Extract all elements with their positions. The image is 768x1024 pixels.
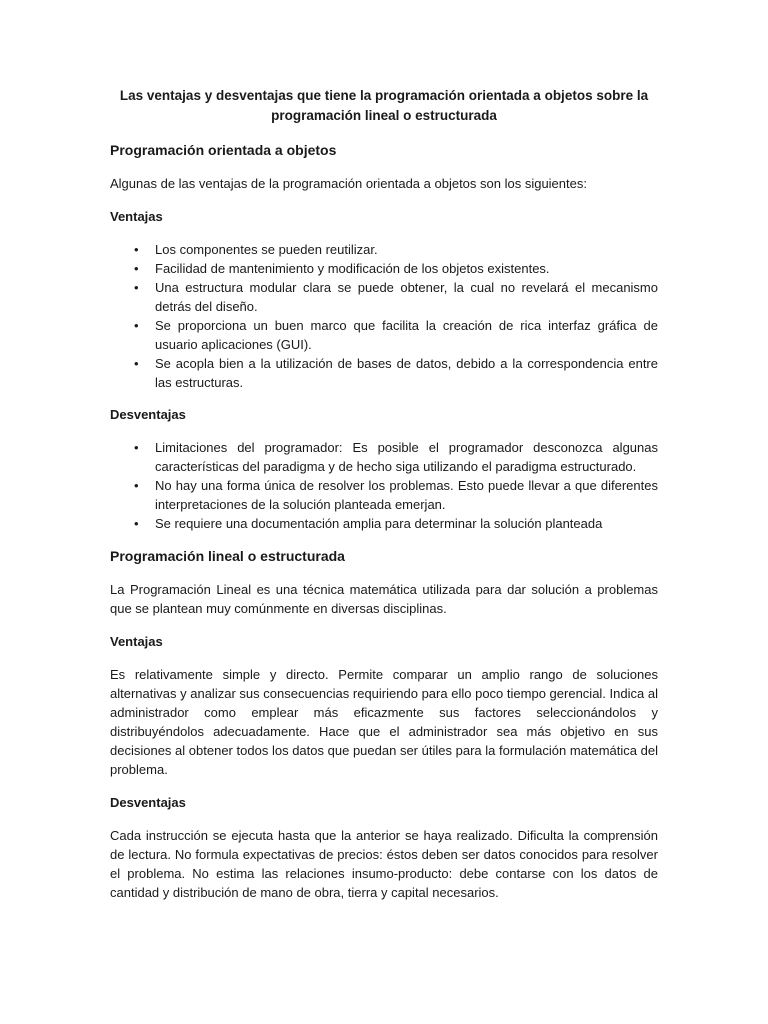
bullet-icon: •	[134, 318, 139, 333]
bullet-icon: •	[134, 356, 139, 371]
subheading-desventajas-poo: Desventajas	[110, 407, 186, 422]
ventajas-paragraph-lineal: Es relativamente simple y directo. Permite comparar un amplio rango de soluciones alternativas y analizar sus consecuencias requiriendo para ello poco tiempo gerencial. Indica al administrador como emplear más eficazmente sus factores seleccionándolos y distribuyéndolos adecuadamente. Hace que el administrador sea más objetivo en sus decisiones al obtener todos los datos que puedan ser útiles para la formulación matemática del problema.	[110, 667, 658, 777]
bullet-icon: •	[134, 478, 139, 493]
section-intro-poo: Algunas de las ventajas de la programación orientada a objetos son los siguientes:	[110, 176, 587, 191]
list-item: • No hay una forma única de resolver los problemas. Esto puede llevar a que diferentes interpretaciones de la solución planteada emerjan.	[134, 478, 658, 512]
list-item: • Facilidad de mantenimiento y modificación de los objetos existentes.	[134, 261, 550, 276]
bullet-icon: •	[134, 261, 139, 276]
list-item: • Se acopla bien a la utilización de bases de datos, debido a la correspondencia entre las estructuras.	[134, 356, 658, 390]
list-item: • Una estructura modular clara se puede obtener, la cual no revelará el mecanismo detrás del diseño.	[134, 280, 658, 314]
list-item: • Los componentes se pueden reutilizar.	[134, 242, 378, 257]
bullet-icon: •	[134, 242, 139, 257]
desventajas-list-poo	[110, 438, 658, 533]
subheading-desventajas-lineal: Desventajas	[110, 795, 186, 810]
title-line-1: Las ventajas y desventajas que tiene la programación orientada a objetos sobre la	[119, 88, 649, 103]
desventajas-paragraph-lineal: Cada instrucción se ejecuta hasta que la anterior se haya realizado. Dificulta la comprensión de lectura. No formula expectativas de precios: éstos deben ser datos conocidos para resolver el problema. No estima las relaciones insumo-producto: debe contarse con los datos de cantidad y distribución de mano de obra, tierra y capital necesarios.	[110, 828, 658, 900]
section-heading-lineal: Programación lineal o estructurada	[110, 548, 345, 564]
subheading-ventajas-lineal: Ventajas	[110, 634, 163, 649]
bullet-icon: •	[134, 440, 139, 455]
section-heading-poo: Programación orientada a objetos	[110, 142, 337, 158]
list-item: • Se proporciona un buen marco que facilita la creación de rica interfaz gráfica de usuario aplicaciones (GUI).	[134, 318, 658, 352]
document-title	[110, 86, 658, 126]
ventajas-list-poo	[110, 240, 658, 392]
subheading-ventajas-poo: Ventajas	[110, 209, 163, 224]
bullet-icon: •	[134, 280, 139, 295]
title-line-2: programación lineal o estructurada	[271, 108, 497, 123]
list-item: • Se requiere una documentación amplia para determinar la solución planteada	[134, 516, 603, 531]
list-item: • Limitaciones del programador: Es posible el programador desconozca algunas características del paradigma y de hecho siga utilizando el paradigma estructurado.	[134, 440, 658, 474]
bullet-icon: •	[134, 516, 139, 531]
section-intro-lineal: La Programación Lineal es una técnica matemática utilizada para dar solución a problemas que se plantean muy comúnmente en diversas disciplinas.	[110, 582, 658, 616]
document-body	[110, 86, 658, 916]
